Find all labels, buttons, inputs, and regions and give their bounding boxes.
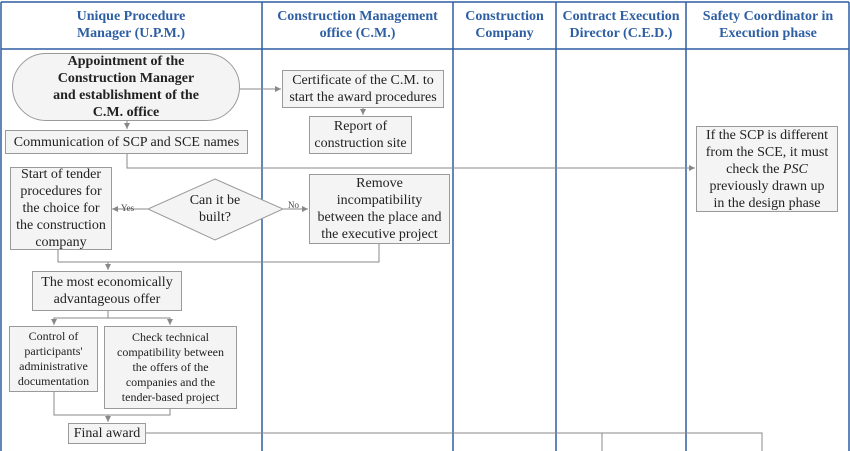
node-remove: Remove incompatibility between the place and the executive project [309,174,450,244]
node-check-technical: Check technical compatibility between the offers of the companies and the tender-based project [104,326,237,409]
node-scp-check [696,126,838,212]
edge-award-right [146,433,762,451]
lane-header-cm: Construction Management office (C.M.) [277,9,438,41]
node-certificate: Certificate of the C.M. to start the award procedures [282,70,444,108]
node-appointment: Appointment of the Construction Manager and establishment of the C.M. office [12,53,240,121]
lane-header-safety: Safety Coordinator in Execution phase [702,9,834,41]
edge-label-yes: Yes [121,203,135,213]
edge-offer-control [54,311,108,325]
lane-header-company: Construction Company [465,9,544,41]
node-communication: Communication of SCP and SCE names [5,130,248,154]
decision-label: Can it be built? [189,193,241,225]
scp-check-text: If the SCP is different from the SCE, it must check the PSC previously drawn up in the design phase [705,127,829,211]
node-final-award: Final award [68,423,146,444]
node-report: Report of construction site [309,116,412,154]
edge-communication-scp [127,154,695,168]
edge-offer-check [108,318,170,325]
node-start-tender: Start of tender procedures for the choice for the construction company [10,167,112,250]
lane-header-ced: Contract Execution Director (C.E.D.) [562,9,680,41]
node-offer: The most economically advantageous offer [32,271,182,311]
lane-header-upm: Unique Procedure Manager (U.P.M.) [76,9,186,41]
node-control: Control of participants' administrative documentation [9,326,98,392]
edge-label-no: No [288,200,299,210]
